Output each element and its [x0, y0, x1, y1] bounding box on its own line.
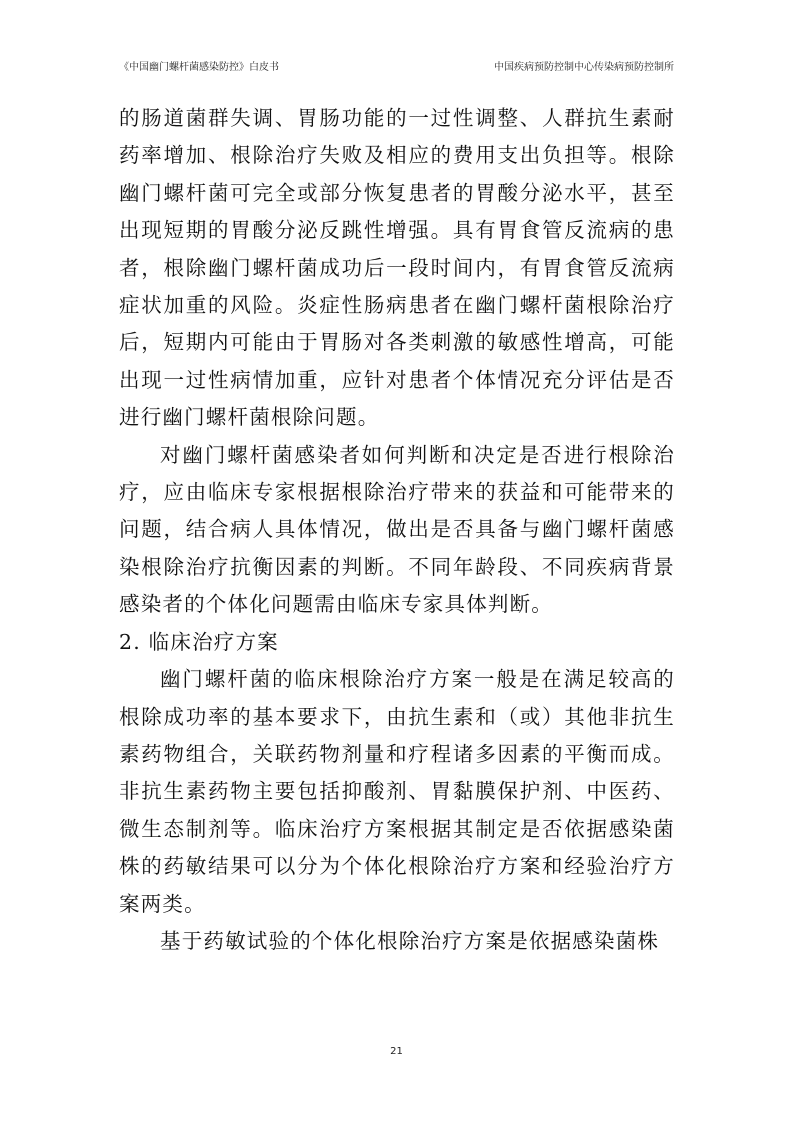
header-organization: 中国疾病预防控制中心传染病预防控制所 — [494, 62, 674, 73]
paragraph-individualized: 基于药敏试验的个体化根除治疗方案是依据感染菌株 — [160, 928, 660, 953]
paragraph-treatment-plan: 幽门螺杆菌的临床根除治疗方案一般是在满足较高的根除成功率的基本要求下，由抗生素和（或）其他非抗生素药物组合，关联药物剂量和疗程诸多因素的平衡而成。非抗生素药物主要包括抑酸剂、胃黏膜保护剂、中医药、微生态制剂等。临床治疗方案根据其制定是否依据感染菌株的药敏结果可以分为个体化根除治疗方案和经验治疗方案两类。 — [119, 667, 675, 916]
document-body — [119, 100, 675, 960]
paragraph-decision: 对幽门螺杆菌感染者如何判断和决定是否进行根除治疗，应由临床专家根据根除治疗带来的获益和可能带来的问题，结合病人具体情况，做出是否具备与幽门螺杆菌感染根除治疗抗衡因素的判断。不同年龄段、不同疾病背景感染者的个体化问题需由临床专家具体判断。 — [119, 442, 675, 617]
header-document-title: 《中国幽门螺杆菌感染防控》白皮书 — [119, 62, 279, 73]
paragraph-risks: 的肠道菌群失调、胃肠功能的一过性调整、人群抗生素耐药率增加、根除治疗失败及相应的费用支出负担等。根除幽门螺杆菌可完全或部分恢复患者的胃酸分泌水平，甚至出现短期的胃酸分泌反跳性增强。具有胃食管反流病的患者，根除幽门螺杆菌成功后一段时间内，有胃食管反流病症状加重的风险。炎症性肠病患者在幽门螺杆菌根除治疗后，短期内可能由于胃肠对各类刺激的敏感性增高，可能出现一过性病情加重，应针对患者个体情况充分评估是否进行幽门螺杆菌根除问题。 — [119, 106, 675, 430]
section-heading: 2. 临床治疗方案 — [119, 629, 279, 654]
page-number: 21 — [390, 1046, 403, 1057]
page-header — [119, 58, 674, 73]
